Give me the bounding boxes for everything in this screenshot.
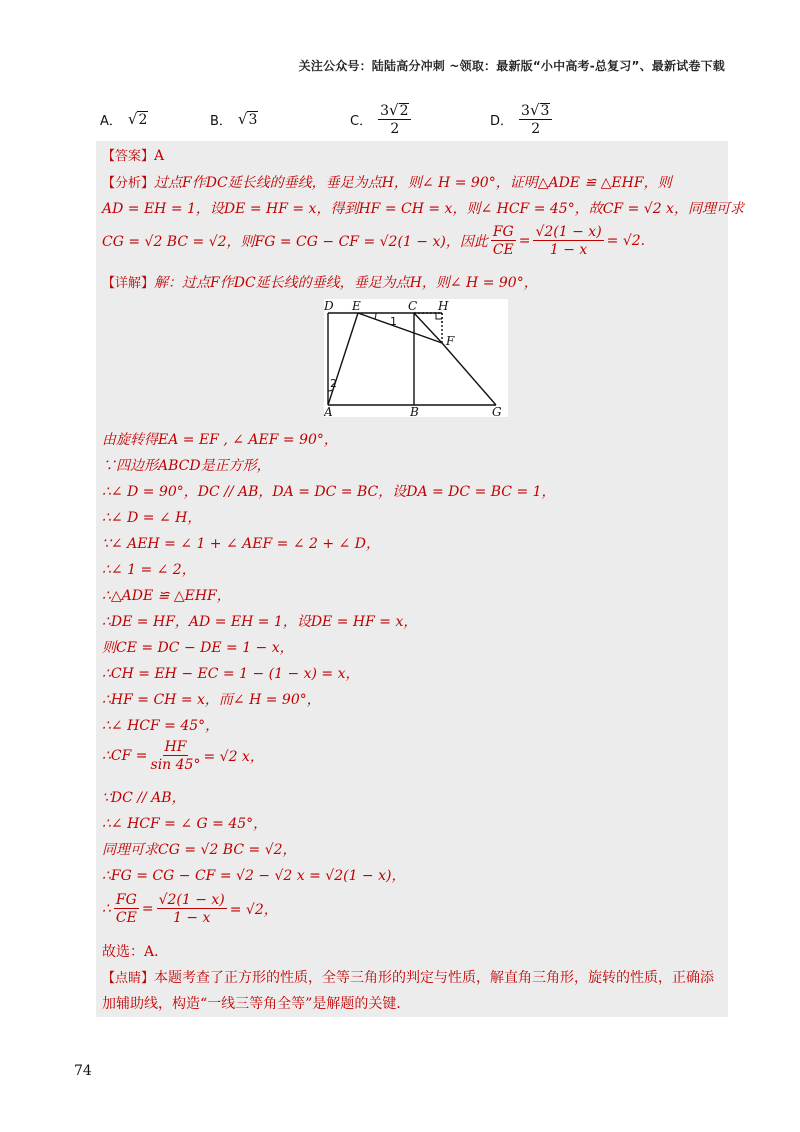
label-angle-1: 1 xyxy=(390,315,397,328)
step-final: ∴ $\frac{FG}{CE}$ = $\frac{√2(1 - x)}{1 - x}$ = √2， xyxy=(102,892,278,926)
option-c xyxy=(350,98,411,140)
step-8: ∴DE = HF，AD = EH = 1，设DE = HF = x， xyxy=(102,614,418,630)
option-c-label: C． xyxy=(350,113,373,129)
segment-ea xyxy=(328,313,358,405)
label-a: A xyxy=(324,405,333,417)
comment-line-2: 加辅助线，构造“一线三等角全等”是解题的关键． xyxy=(102,996,411,1012)
label-d: D xyxy=(324,299,334,313)
label-g: G xyxy=(492,405,502,417)
cf-fraction: $\frac{HF}{\sin 45^\circ}$ xyxy=(150,739,201,773)
right-angle-mark xyxy=(436,313,442,319)
step-16: ∴FG = CG − CF = √2 − √2 x = √2(1 − x)， xyxy=(102,868,406,884)
option-d-value: 3 √ 3 2 xyxy=(519,103,552,136)
comment-line-1: 【点睛】本题考查了正方形的性质，全等三角形的判定与性质，解直角三角形，旋转的性质，正确添 xyxy=(102,970,715,986)
label-e: E xyxy=(352,299,361,313)
angle-1-arc xyxy=(375,313,376,319)
step-2: ∵四边形ABCD是正方形， xyxy=(102,458,271,474)
step-6: ∴∠ 1 = ∠ 2， xyxy=(102,562,196,578)
final-fraction-2: $\frac{√2(1 - x)}{1 - x}$ xyxy=(158,892,225,926)
step-10: ∴CH = EH − EC = 1 − (1 − x) = x， xyxy=(102,666,360,682)
option-a-label: A． xyxy=(100,113,122,129)
label-angle-2: 2 xyxy=(330,377,337,390)
analysis-line-3: CG = √2 BC = √2，则FG = CG − CF = √2(1 − x)，因此 $\frac{FG}{CE}$ = $\frac{√2(1 - x)}{1 - x}$ = √2. xyxy=(102,224,646,258)
step-11: ∴HF = CH = x，而∠ H = 90°， xyxy=(102,692,321,708)
step-cf: ∴CF = $\frac{HF}{\sin 45^\circ}$ = √2 x， xyxy=(102,739,264,773)
option-b-label: B． xyxy=(210,113,232,129)
option-d-label: D． xyxy=(490,113,514,129)
step-3: ∴∠ D = 90°，DC // AB，DA = DC = BC，设DA = DC = BC = 1， xyxy=(102,484,556,500)
label-f: F xyxy=(446,334,455,348)
step-5: ∵∠ AEH = ∠ 1 + ∠ AEF = ∠ 2 + ∠ D， xyxy=(102,536,380,552)
label-c: C xyxy=(408,299,418,313)
geometry-diagram xyxy=(324,299,508,417)
option-d xyxy=(490,98,552,140)
option-c-value: 3 √ 2 2 xyxy=(378,103,411,136)
page-number: 74 xyxy=(74,1063,92,1079)
step-4: ∴∠ D = ∠ H， xyxy=(102,510,202,526)
label-h: H xyxy=(438,299,449,313)
analysis-line-1: 【分析】过点F作DC延长线的垂线，垂足为点H，则∠ H = 90°，证明△ADE ≌ △EHF，则 xyxy=(102,175,672,191)
page-header: 关注公众号：陆陆高分冲刺 ~领取：最新版“小中高考-总复习”、最新试卷下载 xyxy=(298,59,725,73)
step-15: 同理可求CG = √2 BC = √2， xyxy=(102,842,297,858)
option-a xyxy=(100,98,148,140)
detail-line-0: 【详解】解：过点F作DC延长线的垂线，垂足为点H，则∠ H = 90°， xyxy=(102,275,538,291)
analysis-fraction-2: $\frac{√2(1 - x)}{1 - x}$ xyxy=(535,224,602,258)
option-b xyxy=(210,98,258,140)
step-13: ∵DC // AB， xyxy=(102,790,186,806)
final-fraction-1: $\frac{FG}{CE}$ xyxy=(115,892,137,926)
answer-options xyxy=(100,98,720,140)
step-14: ∴∠ HCF = ∠ G = 45°， xyxy=(102,816,268,832)
solution-panel xyxy=(96,141,744,1017)
segment-ef xyxy=(358,313,442,343)
segment-fg xyxy=(442,343,496,405)
answer-line: 【答案】A xyxy=(102,148,165,164)
analysis-line-2: AD = EH = 1，设DE = HF = x，得到HF = CH = x，则∠ HCF = 45°，故CF = √2 x，同理可求 xyxy=(102,201,744,217)
step-9: 则CE = DC − DE = 1 − x， xyxy=(102,640,294,656)
step-7: ∴△ADE ≌ △EHF， xyxy=(102,588,231,604)
geometry-figure xyxy=(324,299,508,417)
step-1: 由旋转得EA = EF , ∠ AEF = 90°， xyxy=(102,432,338,448)
analysis-fraction-1: $\frac{FG}{CE}$ xyxy=(492,224,514,258)
step-12: ∴∠ HCF = 45°， xyxy=(102,718,220,734)
option-b-value: √ 3 xyxy=(237,110,258,128)
option-a-value: √ 2 xyxy=(127,110,148,128)
label-b: B xyxy=(410,405,419,417)
choose-line: 故选：A． xyxy=(102,944,169,960)
